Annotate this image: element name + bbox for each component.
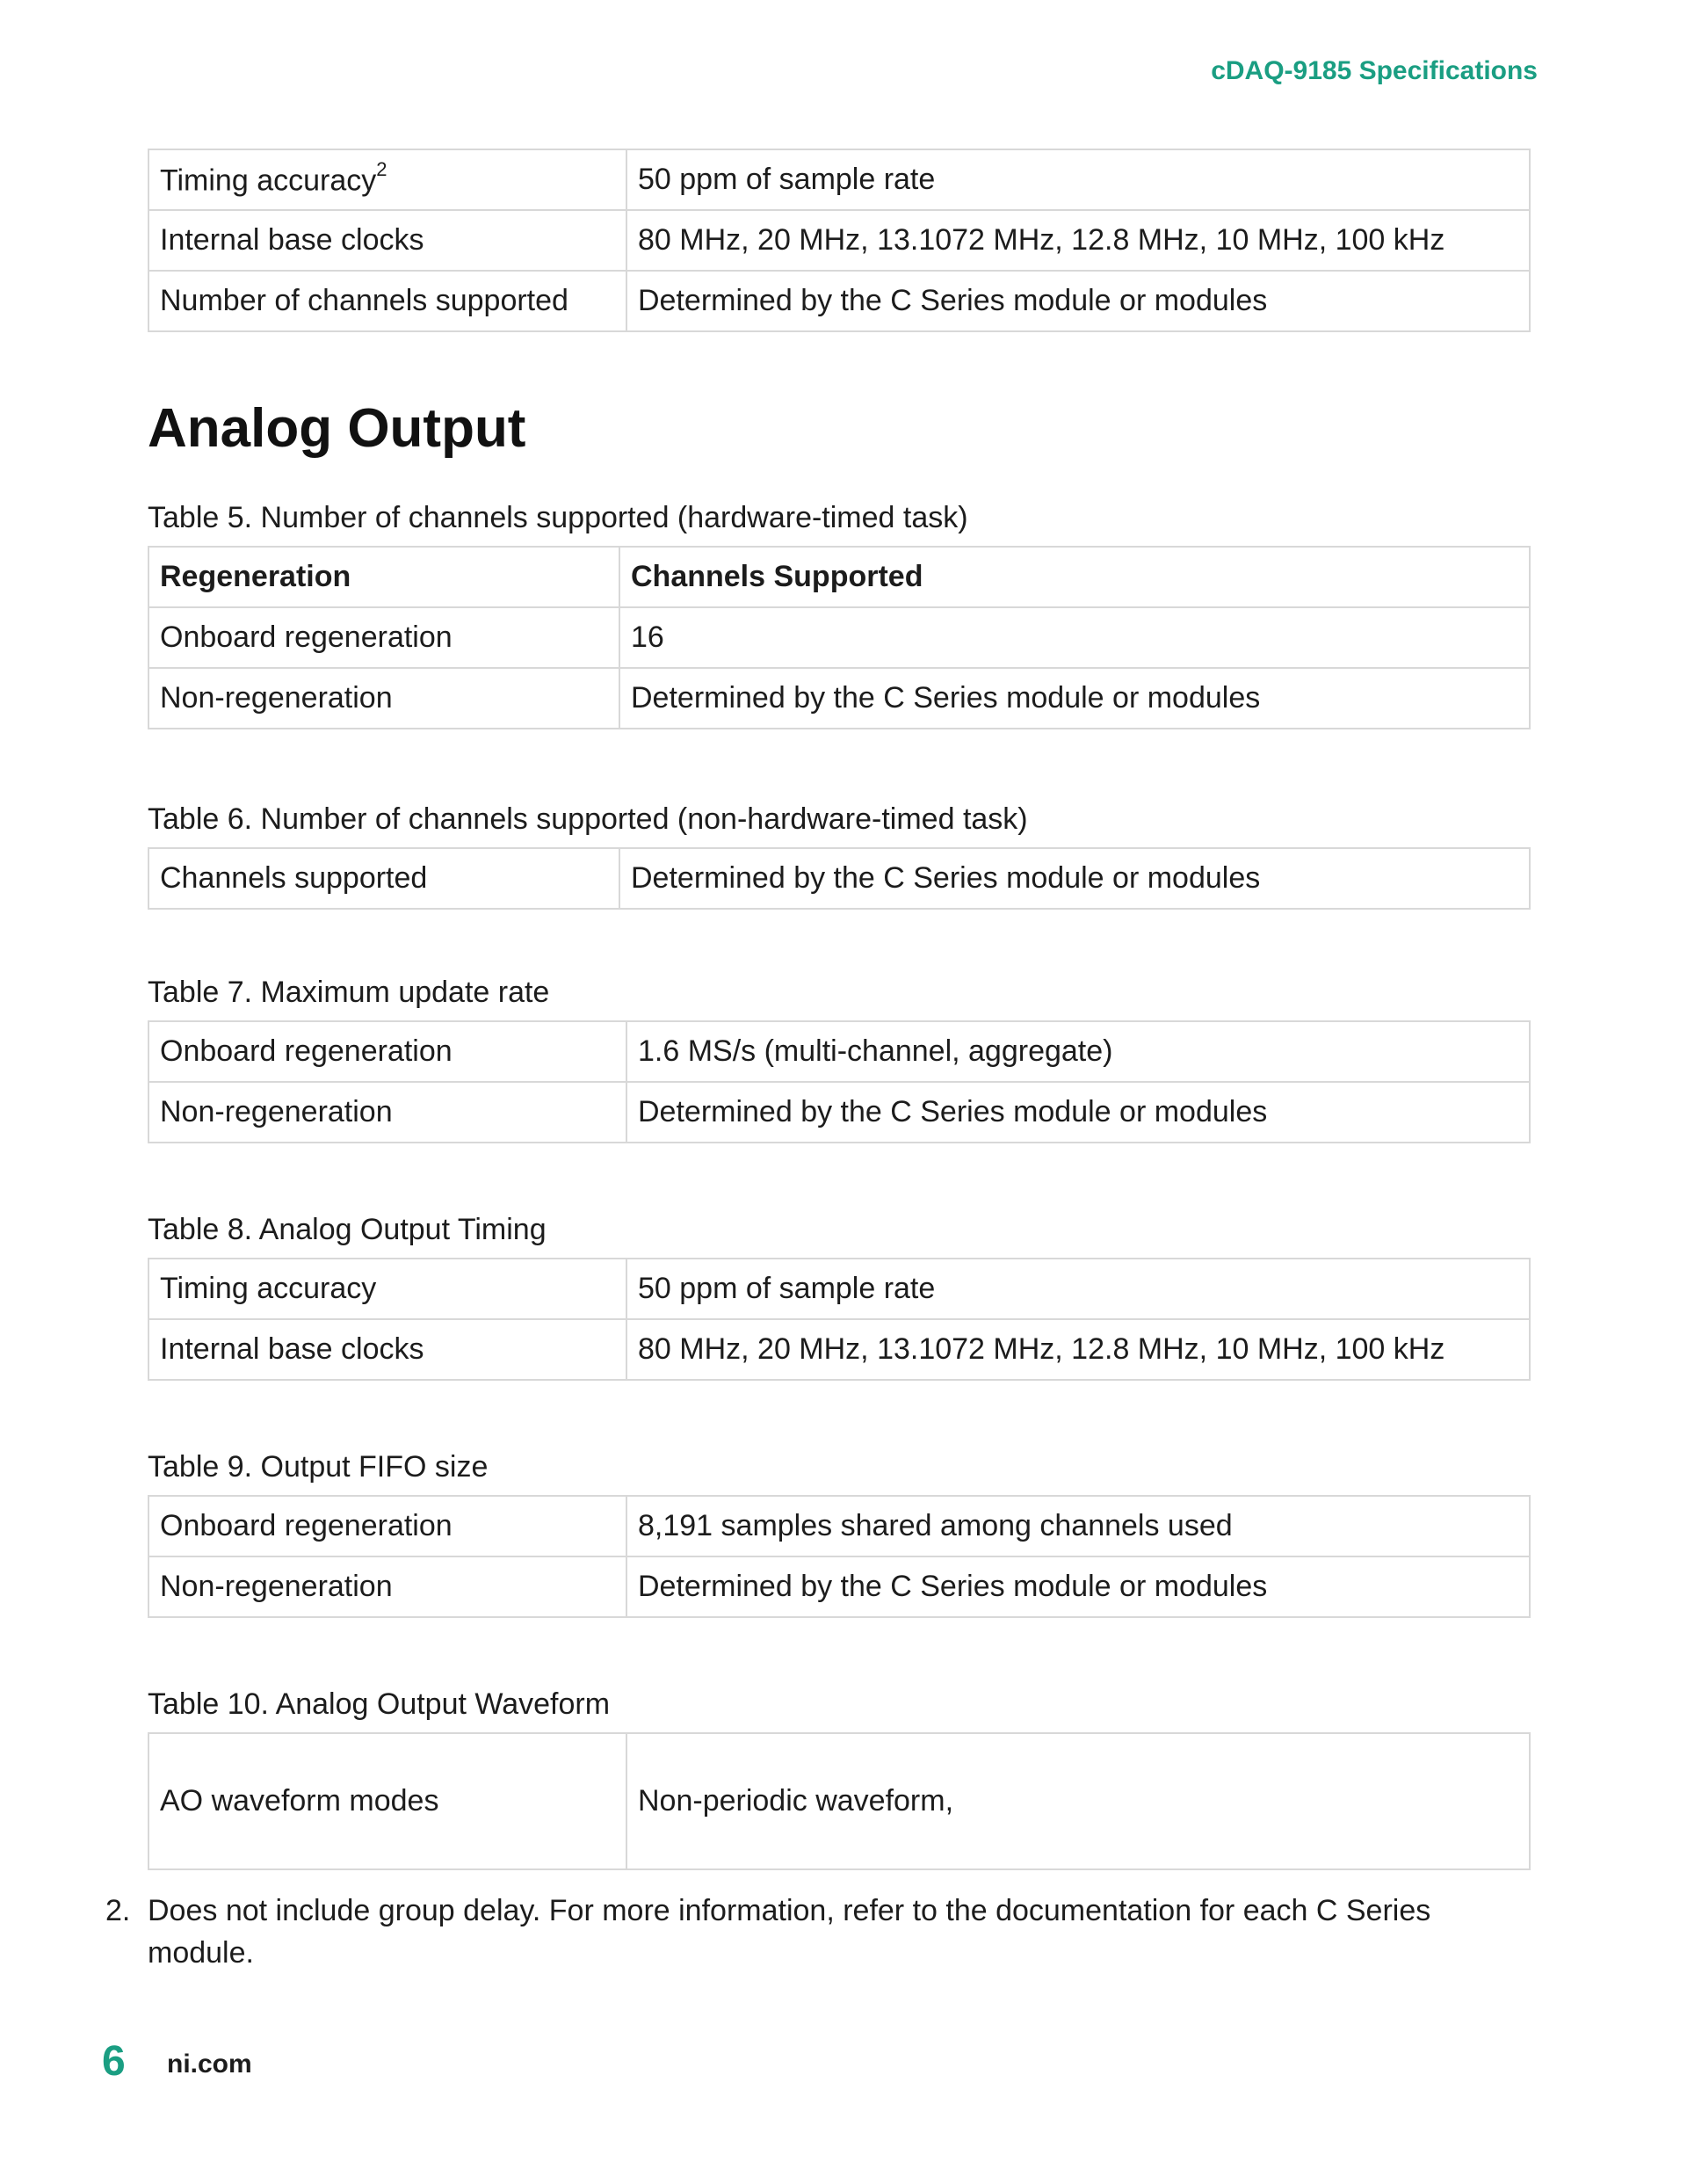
table-row [148, 1556, 1530, 1617]
table-8 [148, 1258, 1531, 1381]
table-row [148, 1496, 1530, 1556]
table-5 [148, 546, 1531, 729]
row-value: Determined by the C Series module or modules [626, 1556, 1530, 1617]
page-number: 6 [102, 2038, 126, 2085]
row-label: Timing accuracy$^2$ [148, 149, 626, 210]
row-label: Non-regeneration [148, 1082, 626, 1143]
column-header: Channels Supported [619, 547, 1530, 607]
table-row [148, 149, 1530, 210]
row-label: Channels supported [148, 848, 619, 909]
row-value: 50 ppm of sample rate [626, 1259, 1530, 1319]
section-heading: Analog Output [148, 398, 526, 459]
row-label: Internal base clocks [148, 210, 626, 271]
table-row [148, 848, 1530, 909]
row-label: Timing accuracy [148, 1259, 626, 1319]
timing-table [148, 149, 1531, 332]
table-9 [148, 1495, 1531, 1618]
table-row [148, 1082, 1530, 1143]
column-header: Regeneration [148, 547, 619, 607]
table-10 [148, 1732, 1531, 1870]
row-value: 80 MHz, 20 MHz, 13.1072 MHz, 12.8 MHz, 10 MHz, 100 kHz [626, 1319, 1530, 1380]
table-caption: Table 9. Output FIFO size [148, 1450, 489, 1484]
row-label: Non-regeneration [148, 668, 619, 729]
table-caption: Table 6. Number of channels supported (non-hardware-timed task) [148, 802, 1028, 836]
site-link[interactable]: ni.com [167, 2050, 252, 2079]
row-value: 50 ppm of sample rate [626, 149, 1530, 210]
row-label: Internal base clocks [148, 1319, 626, 1380]
row-value: Determined by the C Series module or modules [626, 1082, 1530, 1143]
footnote-ref[interactable]: 2 [376, 157, 387, 180]
row-value: 1.6 MS/s (multi-channel, aggregate) [626, 1021, 1530, 1082]
table-row [148, 1259, 1530, 1319]
row-value: 80 MHz, 20 MHz, 13.1072 MHz, 12.8 MHz, 10 MHz, 100 kHz [626, 210, 1530, 271]
table-header-row [148, 547, 1530, 607]
footnote-number: 2. [105, 1894, 131, 1927]
table-row [148, 668, 1530, 729]
row-label: AO waveform modes [148, 1733, 626, 1869]
row-label: Non-regeneration [148, 1556, 626, 1617]
row-value: 16 [619, 607, 1530, 668]
row-value: Non-periodic waveform, [626, 1733, 1530, 1869]
table-7 [148, 1020, 1531, 1143]
table-caption: Table 10. Analog Output Waveform [148, 1687, 611, 1721]
row-value: Determined by the C Series module or modules [626, 271, 1530, 331]
row-label: Number of channels supported [148, 271, 626, 331]
table-caption: Table 5. Number of channels supported (hardware-timed task) [148, 501, 968, 534]
table-row [148, 607, 1530, 668]
footnote-text: Does not include group delay. For more information, refer to the documentation for each C Series module. [148, 1894, 1431, 1970]
row-value: Determined by the C Series module or modules [619, 848, 1530, 909]
table-row [148, 1021, 1530, 1082]
row-value: 8,191 samples shared among channels used [626, 1496, 1530, 1556]
row-label: Onboard regeneration [148, 1496, 626, 1556]
page-header-title: cDAQ-9185 Specifications [1211, 56, 1538, 85]
row-label: Onboard regeneration [148, 607, 619, 668]
table-row [148, 271, 1530, 331]
table-6 [148, 847, 1531, 910]
row-value: Determined by the C Series module or modules [619, 668, 1530, 729]
table-row [148, 210, 1530, 271]
table-caption: Table 7. Maximum update rate [148, 976, 550, 1009]
table-row [148, 1319, 1530, 1380]
table-caption: Table 8. Analog Output Timing [148, 1213, 547, 1246]
table-row [148, 1733, 1530, 1869]
row-label: Onboard regeneration [148, 1021, 626, 1082]
